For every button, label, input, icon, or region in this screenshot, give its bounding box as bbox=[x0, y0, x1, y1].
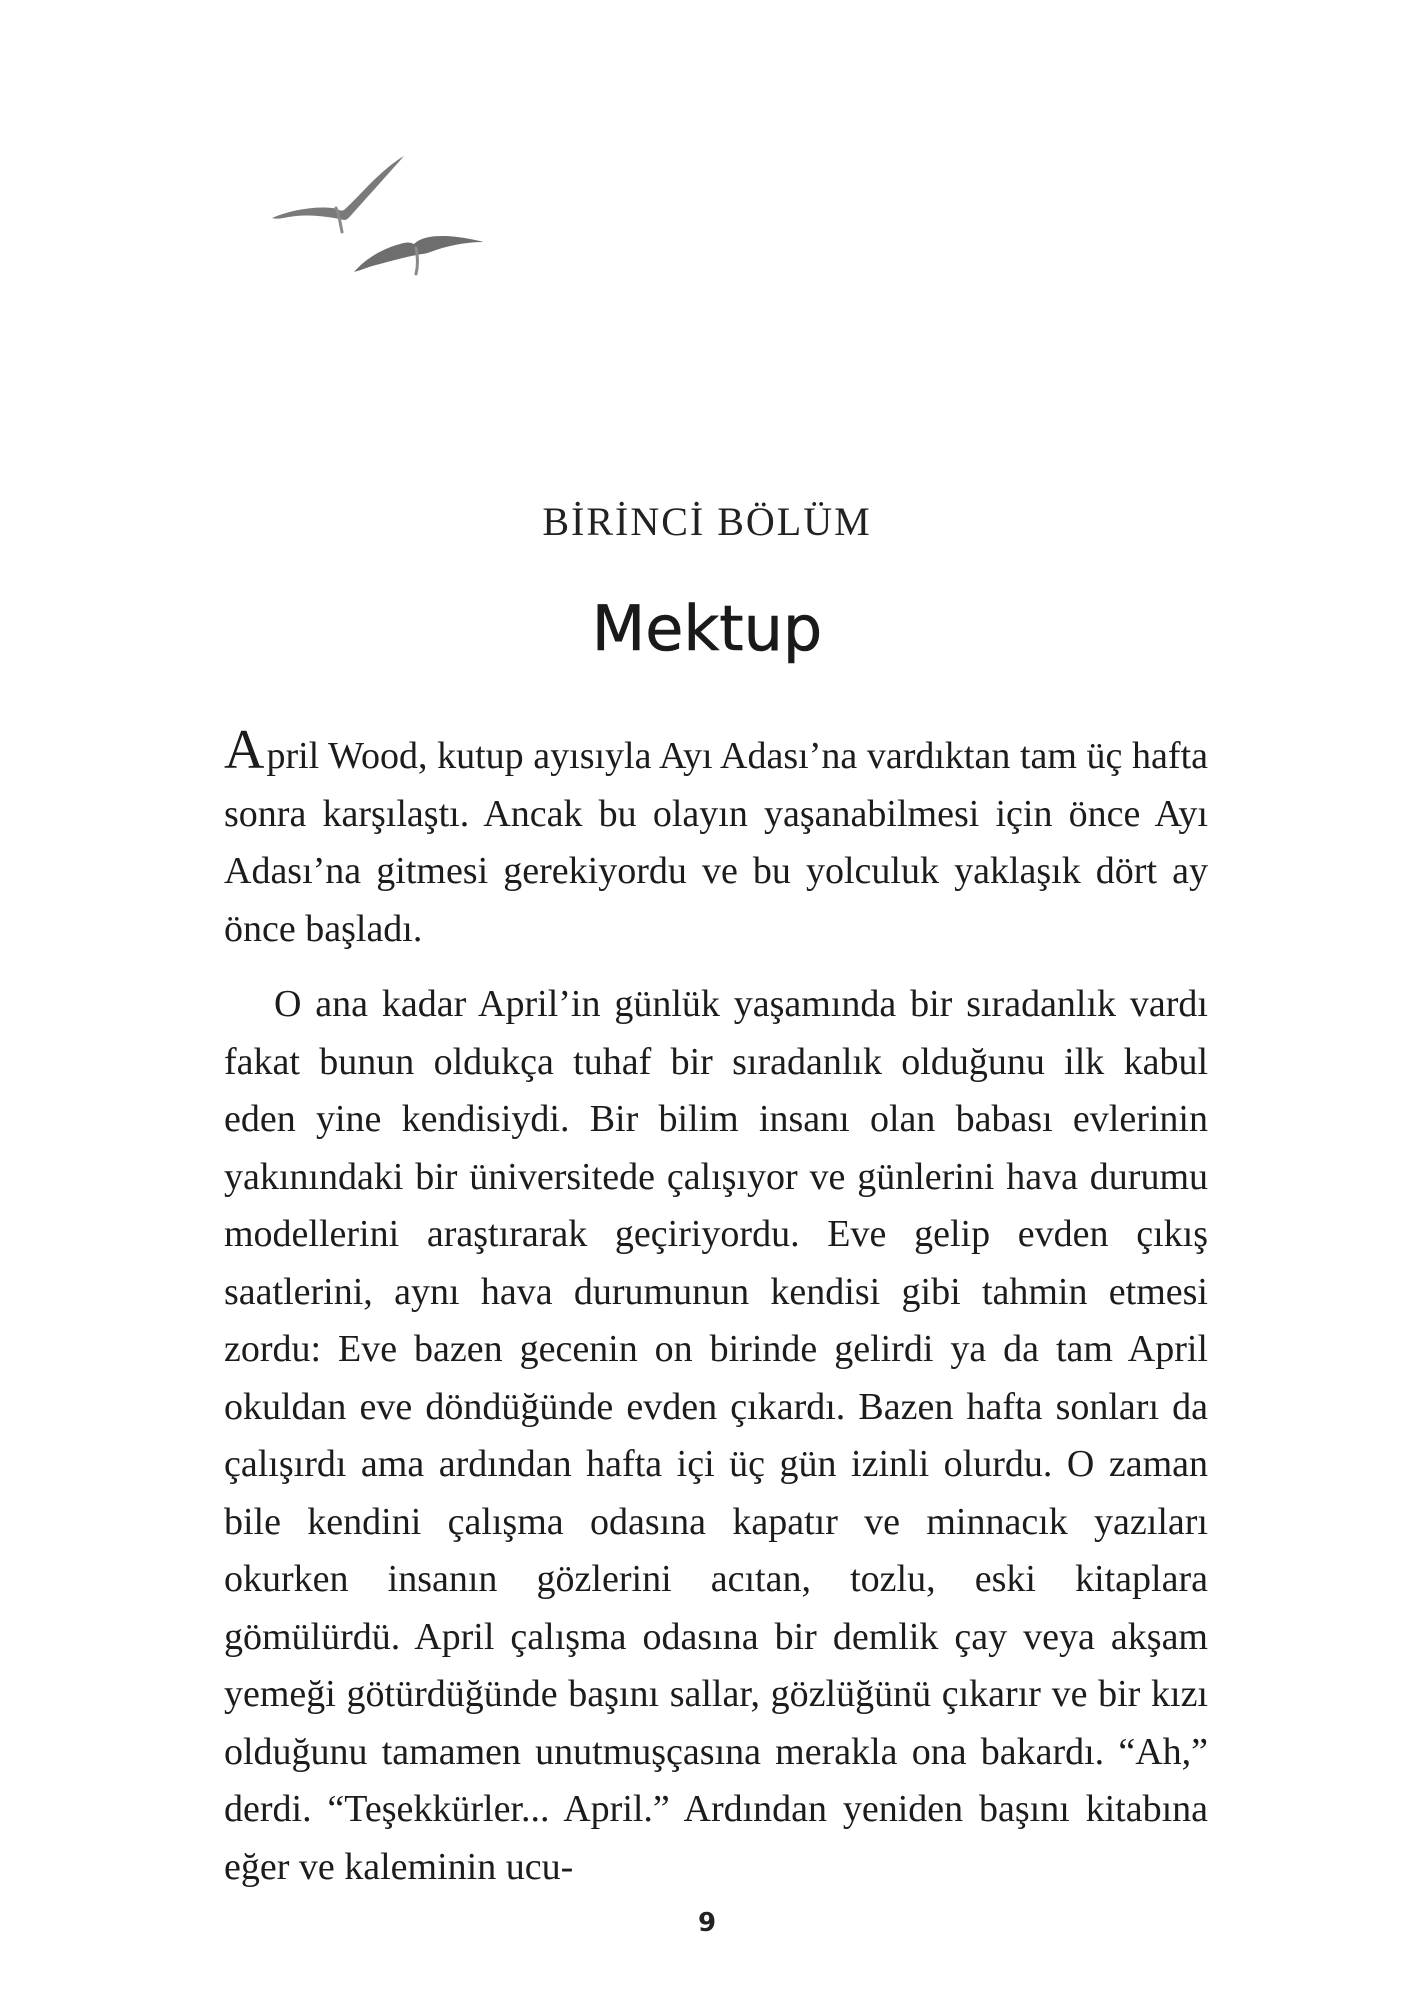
chapter-body bbox=[224, 719, 1208, 1896]
page-number: 9 bbox=[697, 1908, 717, 1938]
paragraph-1-text: pril Wood, kutup ayısıyla Ayı Adası’na vardıktan tam üç hafta sonra karşılaştı. Ancak bu olayın yaşanabilmesi için önce Ayı Adası’na gitmesi gerekiyordu ve bu yolculuk yaklaşık dört ay önce başladı. bbox=[224, 735, 1208, 950]
drop-cap: A bbox=[224, 719, 265, 781]
seagull-2-icon bbox=[354, 236, 484, 272]
chapter-label: BİRİNCİ BÖLÜM bbox=[542, 499, 872, 544]
seagulls-icon bbox=[270, 150, 510, 300]
paragraph-2: O ana kadar April’in günlük yaşamında bir sıradanlık vardı fakat bunun oldukça tuhaf bir sıradanlık olduğunu ilk kabul eden yine kendisiydi. Bir bilim insanı olan babası evlerinin yakınındaki bir üniversitede çalışıyor ve günlerini hava durumu modellerini araştırarak geçiriyordu. Eve gelip evden çıkış saatlerini, aynı hava durumunun kendisi gibi tahmin etmesi zordu: Eve bazen gecenin on birinde gelirdi ya da tam April okuldan eve döndüğünde evden çıkardı. Bazen hafta sonları da çalışırdı ama ardından hafta içi üç gün izinli olurdu. O zaman bile kendini çalışma odasına kapatır ve minnacık yazıları okurken insanın gözlerini acıtan, tozlu, eski kitaplara gömülürdü. April çalışma odasına bir demlik çay veya akşam yemeği götürdüğünde başını sallar, gözlüğünü çıkarır ve bir kızı olduğunu tamamen unutmuşçasına merakla ona bakardı. “Ah,” derdi. “Teşekkürler... April.” Ardından yeniden başını kitabına eğer ve kaleminin ucu- bbox=[224, 983, 1208, 1888]
paragraph-1 bbox=[224, 719, 1208, 958]
chapter-title: Mektup bbox=[591, 592, 823, 665]
